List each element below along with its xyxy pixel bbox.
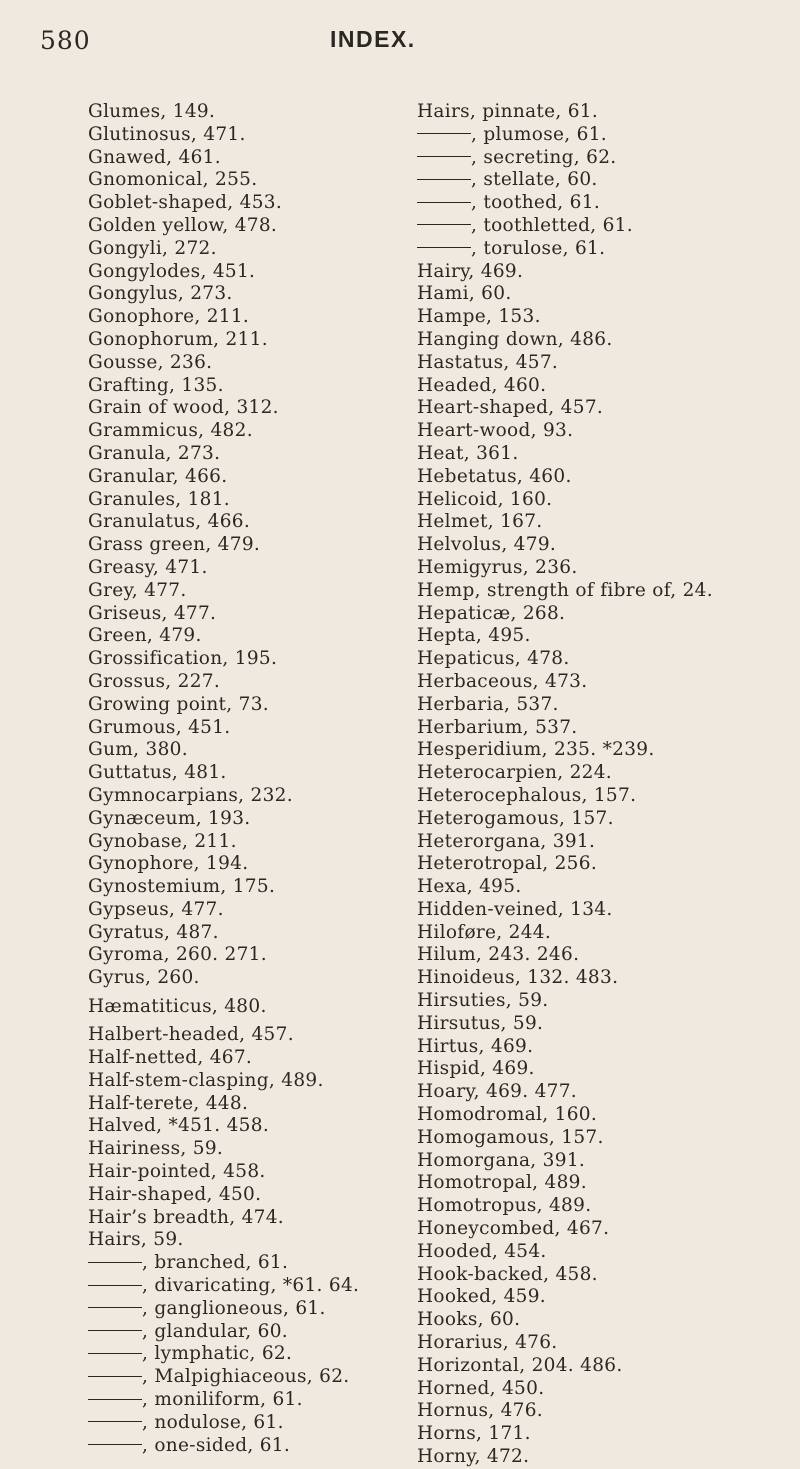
index-entry — [88, 625, 408, 648]
entry-text: Horizontal, 204. 486. — [417, 1354, 623, 1376]
index-subentry — [88, 1321, 408, 1344]
index-entry — [417, 1355, 797, 1378]
entry-text: Heterotropal, 256. — [417, 853, 598, 875]
entry-text: Helicoid, 160. — [417, 488, 553, 510]
entry-text: Hirsuties, 59. — [417, 990, 549, 1012]
ditto-dash — [88, 1444, 142, 1445]
index-entry — [88, 1207, 408, 1230]
entry-text: , nodulose, 61. — [142, 1411, 284, 1433]
page-number: 580 — [40, 26, 91, 55]
entry-text: Hemp, strength of fibre of, 24. — [417, 579, 713, 601]
ditto-dash — [417, 224, 471, 225]
entry-text: Glumes, 149. — [88, 101, 216, 122]
index-entry — [417, 329, 797, 352]
index-subentry — [88, 1298, 408, 1321]
entry-text: Gnomonical, 255. — [88, 169, 258, 191]
index-entry — [88, 808, 408, 831]
index-entry — [417, 1081, 797, 1104]
entry-text: Gum, 380. — [88, 739, 188, 761]
ditto-dash — [88, 1353, 142, 1354]
index-entry — [417, 648, 797, 671]
entry-text: Gyratus, 487. — [88, 921, 219, 943]
index-entry — [88, 990, 408, 1024]
entry-text: Gynæceum, 193. — [88, 807, 251, 829]
index-entry — [417, 489, 797, 512]
index-subentry — [417, 215, 797, 238]
index-entry — [88, 124, 408, 147]
entry-text: Gongylodes, 451. — [88, 260, 256, 282]
ditto-dash — [88, 1307, 142, 1308]
index-column-right — [417, 101, 797, 1469]
index-entry — [417, 1241, 797, 1264]
entry-text: Hesperidium, 235. *239. — [417, 739, 655, 761]
index-entry — [417, 283, 797, 306]
entry-text: Homodromal, 160. — [417, 1104, 598, 1126]
entry-text: Herbaria, 537. — [417, 693, 559, 715]
entry-text: Granular, 466. — [88, 465, 228, 487]
index-entry — [88, 762, 408, 785]
index-subentry — [88, 1275, 408, 1298]
entry-text: Gousse, 236. — [88, 351, 213, 373]
index-entry — [417, 831, 797, 854]
index-entry — [417, 420, 797, 443]
index-entry — [417, 944, 797, 967]
index-entry — [88, 238, 408, 261]
entry-text: Hairiness, 59. — [88, 1138, 224, 1160]
entry-text: , toothletted, 61. — [471, 214, 633, 236]
entry-text: Gongyli, 272. — [88, 237, 217, 259]
entry-text: Herbaceous, 473. — [417, 670, 588, 692]
entry-text: , glandular, 60. — [142, 1320, 288, 1342]
index-entry — [88, 1138, 408, 1161]
index-entry — [417, 808, 797, 831]
index-entry — [417, 603, 797, 626]
ditto-dash — [88, 1262, 142, 1263]
index-subentry — [88, 1343, 408, 1366]
index-entry — [417, 1104, 797, 1127]
ditto-dash — [88, 1421, 142, 1422]
entry-text: Gyroma, 260. 271. — [88, 944, 267, 966]
index-subentry — [417, 147, 797, 170]
index-entry — [88, 489, 408, 512]
index-subentry — [417, 192, 797, 215]
entry-text: Hispid, 469. — [417, 1058, 535, 1080]
entry-text: Hiloføre, 244. — [417, 921, 552, 943]
entry-text: Hoary, 469. 477. — [417, 1081, 577, 1103]
entry-text: Heterocephalous, 157. — [417, 784, 637, 806]
index-entry — [88, 831, 408, 854]
entry-text: Granula, 273. — [88, 442, 221, 464]
entry-text: Gonophore, 211. — [88, 306, 250, 328]
entry-text: Grammicus, 482. — [88, 420, 253, 442]
index-entry — [417, 1332, 797, 1355]
entry-text: Hemigyrus, 236. — [417, 556, 578, 578]
entry-text: Grafting, 135. — [88, 374, 224, 396]
index-entry — [88, 420, 408, 443]
entry-text: , divaricating, *61. 64. — [142, 1275, 360, 1297]
entry-text: Hæmatiticus, 480. — [88, 996, 267, 1018]
index-entry — [88, 1047, 408, 1070]
index-entry — [417, 1013, 797, 1036]
index-entry — [417, 1218, 797, 1241]
index-entry — [88, 1070, 408, 1093]
entry-text: Hair-pointed, 458. — [88, 1161, 266, 1183]
entry-text: Hepta, 495. — [417, 625, 531, 647]
index-entry — [417, 534, 797, 557]
index-entry — [88, 1093, 408, 1116]
entry-text: Hinoideus, 132. 483. — [417, 967, 619, 989]
index-entry — [417, 1423, 797, 1446]
index-entry — [88, 329, 408, 352]
entry-text: Hooks, 60. — [417, 1309, 521, 1331]
index-entry — [88, 443, 408, 466]
entry-text: Herbarium, 537. — [417, 716, 578, 738]
index-entry — [417, 443, 797, 466]
index-entry — [88, 397, 408, 420]
index-entry — [417, 625, 797, 648]
index-entry — [88, 1024, 408, 1047]
running-head-title: INDEX. — [330, 26, 416, 52]
entry-text: Homotropus, 489. — [417, 1195, 592, 1217]
index-entry — [417, 1036, 797, 1059]
entry-text: Gynobase, 211. — [88, 830, 237, 852]
entry-text: Homotropal, 489. — [417, 1172, 587, 1194]
entry-text: Goblet-shaped, 453. — [88, 192, 283, 214]
entry-text: Glutinosus, 471. — [88, 123, 246, 145]
entry-text: Hepaticæ, 268. — [417, 602, 566, 624]
ditto-dash — [88, 1399, 142, 1400]
entry-text: Halved, *451. 458. — [88, 1115, 269, 1137]
index-subentry — [417, 124, 797, 147]
index-entry — [417, 511, 797, 534]
index-entry — [417, 1195, 797, 1218]
index-subentry — [88, 1252, 408, 1275]
index-entry — [88, 876, 408, 899]
page-header — [0, 26, 800, 66]
index-entry — [417, 694, 797, 717]
index-entry — [88, 352, 408, 375]
index-entry — [417, 739, 797, 762]
index-entry — [417, 1172, 797, 1195]
index-entry — [417, 922, 797, 945]
index-entry — [88, 603, 408, 626]
entry-text: Green, 479. — [88, 625, 202, 647]
entry-text: Half-stem-clasping, 489. — [88, 1069, 324, 1091]
index-entry — [88, 671, 408, 694]
index-entry — [88, 511, 408, 534]
index-entry — [417, 762, 797, 785]
entry-text: Half-netted, 467. — [88, 1047, 253, 1069]
entry-text: Hastatus, 457. — [417, 351, 559, 373]
entry-text: Gypseus, 477. — [88, 898, 224, 920]
index-entry — [417, 261, 797, 284]
entry-text: Horarius, 476. — [417, 1332, 558, 1354]
index-entry — [417, 306, 797, 329]
index-entry — [417, 375, 797, 398]
entry-text: Grass green, 479. — [88, 534, 261, 556]
index-entry — [88, 739, 408, 762]
entry-text: Gnawed, 461. — [88, 146, 221, 168]
index-entry — [88, 785, 408, 808]
entry-text: Hebetatus, 460. — [417, 465, 572, 487]
entry-text: Hepaticus, 478. — [417, 648, 570, 670]
entry-text: Hirtus, 469. — [417, 1035, 534, 1057]
entry-text: Heart-wood, 93. — [417, 420, 574, 442]
entry-text: Granules, 181. — [88, 488, 230, 510]
entry-text: Hirsutus, 59. — [417, 1012, 544, 1034]
entry-text: Heterocarpien, 224. — [417, 762, 612, 784]
index-entry — [88, 169, 408, 192]
index-entry — [417, 853, 797, 876]
entry-text: Hooded, 454. — [417, 1240, 547, 1262]
entry-text: Hairy, 469. — [417, 260, 524, 282]
entry-text: Helvolus, 479. — [417, 534, 557, 556]
entry-text: Homogamous, 157. — [417, 1126, 604, 1148]
index-entry — [88, 1184, 408, 1207]
index-entry — [417, 1309, 797, 1332]
index-entry — [417, 967, 797, 990]
index-entry — [417, 352, 797, 375]
entry-text: , ganglioneous, 61. — [142, 1297, 326, 1319]
ditto-dash — [88, 1330, 142, 1331]
entry-text: Granulatus, 466. — [88, 511, 251, 533]
ditto-dash — [417, 179, 471, 180]
index-entry — [417, 717, 797, 740]
index-entry — [88, 899, 408, 922]
entry-text: , secreting, 62. — [471, 146, 617, 168]
index-subentry — [88, 1366, 408, 1389]
ditto-dash — [417, 247, 471, 248]
index-entry — [417, 1127, 797, 1150]
entry-text: Hair-shaped, 450. — [88, 1183, 262, 1205]
index-entry — [417, 1378, 797, 1401]
index-entry — [88, 853, 408, 876]
entry-text: Horny, 472. — [417, 1446, 530, 1468]
index-subentry — [88, 1389, 408, 1412]
index-subentry — [417, 238, 797, 261]
index-entry — [88, 215, 408, 238]
index-entry — [417, 1058, 797, 1081]
index-entry — [417, 1446, 797, 1469]
ditto-dash — [417, 156, 471, 157]
index-entry — [417, 1264, 797, 1287]
entry-text: Hanging down, 486. — [417, 328, 613, 350]
entry-text: , Malpighiaceous, 62. — [142, 1366, 350, 1388]
index-entry — [88, 147, 408, 170]
entry-text: Heat, 361. — [417, 442, 519, 464]
entry-text: Grain of wood, 312. — [88, 397, 279, 419]
entry-text: Horned, 450. — [417, 1377, 545, 1399]
entry-text: Hidden-veined, 134. — [417, 898, 613, 920]
entry-text: , stellate, 60. — [471, 169, 598, 191]
entry-text: , moniliform, 61. — [142, 1389, 303, 1411]
ditto-dash — [417, 133, 471, 134]
entry-text: Honeycombed, 467. — [417, 1218, 610, 1240]
index-entry — [88, 534, 408, 557]
entry-text: Griseus, 477. — [88, 602, 217, 624]
entry-text: Halbert-headed, 457. — [88, 1024, 294, 1046]
index-entry — [417, 1150, 797, 1173]
entry-text: , one-sided, 61. — [142, 1434, 291, 1456]
entry-text: , torulose, 61. — [471, 237, 606, 259]
entry-text: Greasy, 471. — [88, 556, 208, 578]
entry-text: , plumose, 61. — [471, 123, 607, 145]
entry-text: Grumous, 451. — [88, 716, 231, 738]
entry-text: Gyrus, 260. — [88, 967, 200, 989]
entry-text: Grossification, 195. — [88, 648, 278, 670]
index-entry — [88, 944, 408, 967]
index-entry — [417, 466, 797, 489]
ditto-dash — [417, 202, 471, 203]
index-entry — [88, 717, 408, 740]
entry-text: Hairs, 59. — [88, 1229, 184, 1251]
entry-text: Headed, 460. — [417, 374, 547, 396]
entry-text: Heart-shaped, 457. — [417, 397, 604, 419]
entry-text: Hexa, 495. — [417, 876, 522, 898]
index-entry — [417, 1400, 797, 1423]
index-entry — [417, 557, 797, 580]
index-entry — [417, 899, 797, 922]
entry-text: Homorgana, 391. — [417, 1149, 586, 1171]
index-entry — [417, 1286, 797, 1309]
index-entry — [417, 580, 797, 603]
index-entry — [88, 283, 408, 306]
index-entry — [88, 648, 408, 671]
entry-text: Guttatus, 481. — [88, 762, 227, 784]
index-entry — [88, 694, 408, 717]
entry-text: Hooked, 459. — [417, 1286, 546, 1308]
entry-text: Growing point, 73. — [88, 693, 269, 715]
index-entry — [88, 922, 408, 945]
index-entry — [417, 397, 797, 420]
entry-text: Hami, 60. — [417, 283, 512, 305]
index-entry — [417, 876, 797, 899]
entry-text: Horns, 171. — [417, 1423, 531, 1445]
index-entry — [88, 261, 408, 284]
entry-text: Helmet, 167. — [417, 511, 543, 533]
index-entry — [88, 580, 408, 603]
entry-text: Grey, 477. — [88, 579, 187, 601]
entry-text: Heterogamous, 157. — [417, 807, 614, 829]
index-entry — [417, 671, 797, 694]
index-entry — [88, 192, 408, 215]
entry-text: , branched, 61. — [142, 1252, 289, 1274]
index-subentry — [88, 1412, 408, 1435]
entry-text: Gonophorum, 211. — [88, 328, 268, 350]
index-entry — [88, 101, 408, 124]
entry-text: Gynostemium, 175. — [88, 876, 276, 898]
index-entry — [417, 785, 797, 808]
entry-text: Hook-backed, 458. — [417, 1263, 598, 1285]
entry-text: Gymnocarpians, 232. — [88, 784, 293, 806]
index-entry — [417, 101, 797, 124]
index-entry — [417, 990, 797, 1013]
index-entry — [88, 466, 408, 489]
entry-text: Half-terete, 448. — [88, 1092, 249, 1114]
index-entry — [88, 967, 408, 990]
entry-text: Gongylus, 273. — [88, 283, 233, 305]
entry-text: Gynophore, 194. — [88, 853, 249, 875]
index-subentry — [88, 1435, 408, 1458]
index-entry — [88, 1229, 408, 1252]
index-entry — [88, 1161, 408, 1184]
entry-text: Hair’s breadth, 474. — [88, 1206, 284, 1228]
ditto-dash — [88, 1376, 142, 1377]
entry-text: , toothed, 61. — [471, 192, 600, 214]
entry-text: Hornus, 476. — [417, 1400, 543, 1422]
index-entry — [88, 1115, 408, 1138]
entry-text: Hampe, 153. — [417, 306, 541, 328]
ditto-dash — [88, 1285, 142, 1286]
entry-text: Hilum, 243. 246. — [417, 944, 580, 966]
entry-text: Hairs, pinnate, 61. — [417, 101, 599, 122]
entry-text: Grossus, 227. — [88, 670, 221, 692]
entry-text: Golden yellow, 478. — [88, 214, 278, 236]
entry-text: , lymphatic, 62. — [142, 1343, 293, 1365]
entry-text: Heterorgana, 391. — [417, 830, 596, 852]
index-subentry — [417, 169, 797, 192]
index-entry — [88, 557, 408, 580]
index-entry — [88, 375, 408, 398]
index-column-left — [88, 101, 408, 1457]
index-entry — [88, 306, 408, 329]
